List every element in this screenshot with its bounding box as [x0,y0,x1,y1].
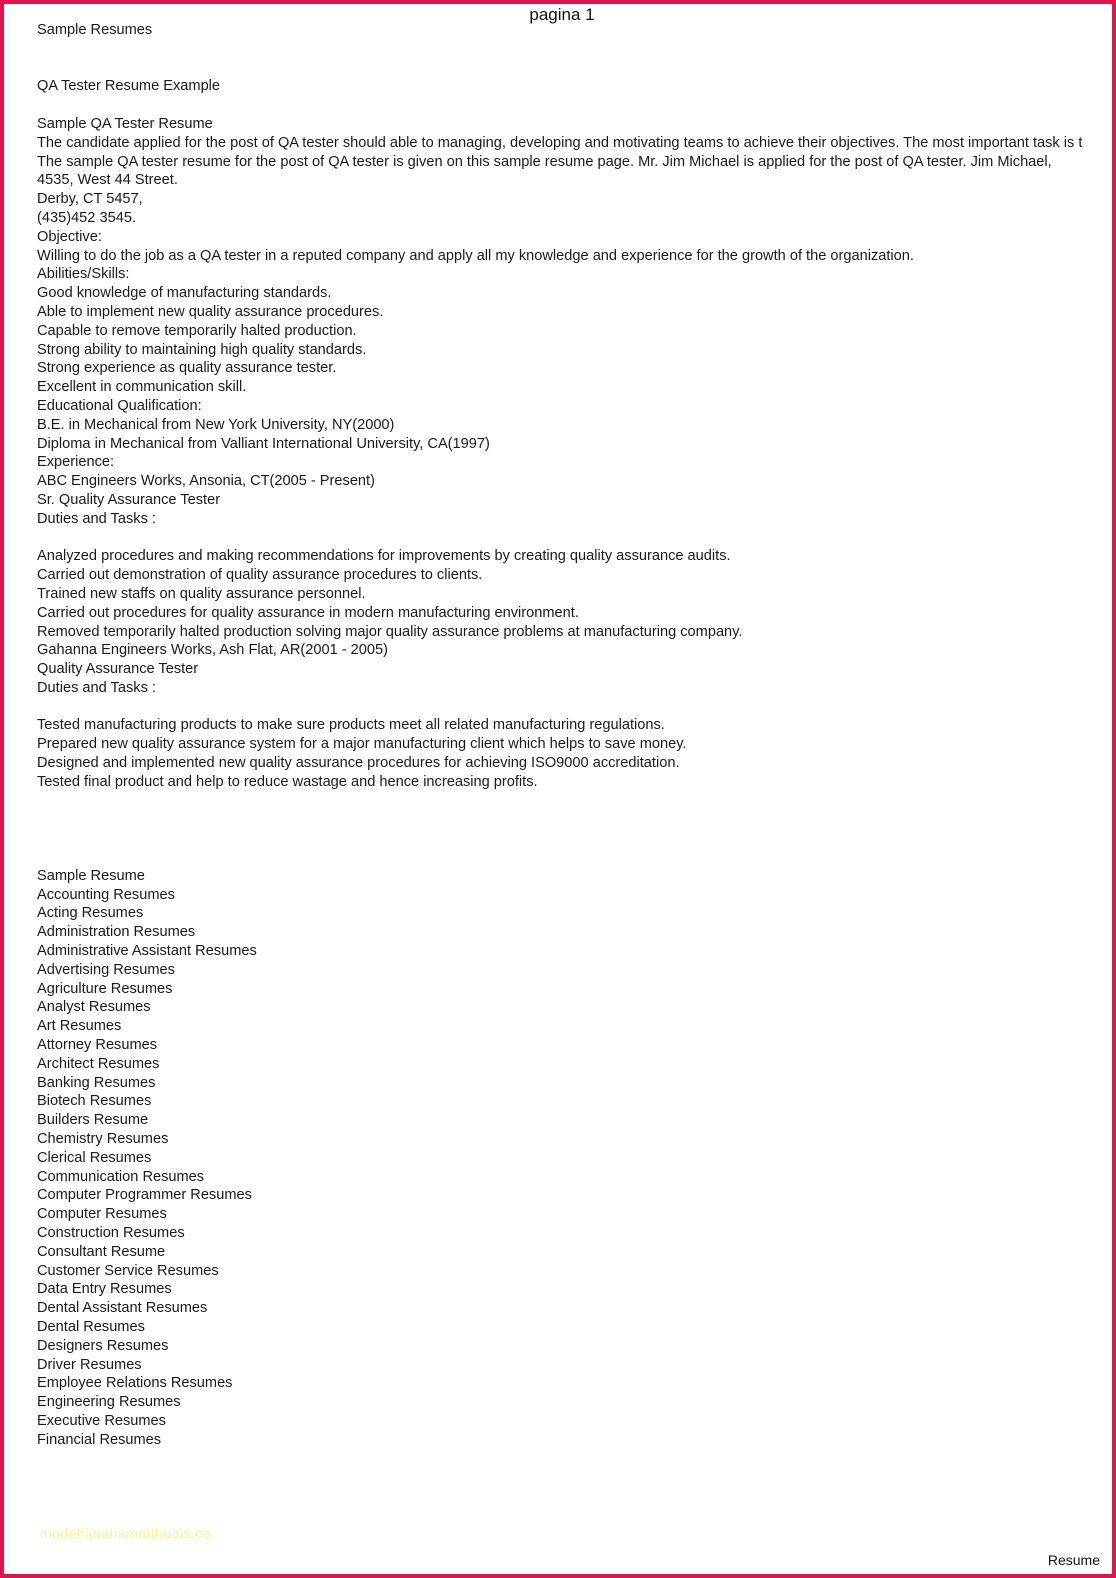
duty-item: Carried out procedures for quality assurance in modern manufacturing environment. [37,604,579,621]
category-link[interactable]: Attorney Resumes [37,1037,158,1054]
job-company: ABC Engineers Works, Ansonia, CT(2005 - Present) [37,473,375,490]
category-link[interactable]: Biotech Resumes [37,1093,152,1110]
category-link[interactable]: Agriculture Resumes [37,980,173,997]
spacer [37,698,1112,717]
duty-item: Removed temporarily halted production solving major quality assurance problems at manufacturing company. [37,623,743,640]
spacer [37,810,1112,829]
category-link[interactable]: Employee Relations Resumes [37,1375,233,1392]
address-line: Derby, CT 5457, [37,191,143,208]
resume-subtitle: Sample QA Tester Resume [37,115,213,132]
duty-item: Designed and implemented new quality assurance procedures for achieving ISO9000 accreditation. [37,755,680,772]
intro-line: The candidate applied for the post of QA tester should able to managing, developing and motivating teams to achieve their objectives. The most important task is t [37,134,1083,151]
objective-text: Willing to do the job as a QA tester in a reputed company and apply all my knowledge and experience for the growth of the organization. [37,247,914,264]
skill-item: Capable to remove temporarily halted production. [37,322,357,339]
category-link[interactable]: Acting Resumes [37,905,144,922]
duty-item: Carried out demonstration of quality assurance procedures to clients. [37,567,483,584]
category-link[interactable]: Art Resumes [37,1018,122,1035]
footer-label: Resume [1047,1552,1100,1568]
category-link[interactable]: Chemistry Resumes [37,1131,169,1148]
category-link[interactable]: Dental Assistant Resumes [37,1300,208,1317]
spacer [37,96,1112,115]
duty-item: Tested manufacturing products to make sure products meet all related manufacturing regulations. [37,717,665,734]
category-link[interactable]: Consultant Resume [37,1243,166,1260]
category-link[interactable]: Administration Resumes [37,924,196,941]
duty-item: Trained new staffs on quality assurance personnel. [37,585,366,602]
phone-line: (435)452 3545. [37,209,136,226]
duties-heading: Duties and Tasks : [37,510,156,527]
page-title: QA Tester Resume Example [37,78,221,95]
duty-item: Prepared new quality assurance system for a major manufacturing client which helps to save money. [37,736,687,753]
category-link[interactable]: Analyst Resumes [37,999,151,1016]
category-link[interactable]: Banking Resumes [37,1074,156,1091]
category-link[interactable]: Data Entry Resumes [37,1281,172,1298]
skill-item: Able to implement new quality assurance procedures. [37,303,384,320]
spacer [37,848,1112,867]
category-link[interactable]: Financial Resumes [37,1431,162,1448]
spacer [37,40,1112,59]
intro-line: The sample QA tester resume for the post of QA tester is given on this sample resume page. Mr. Jim Michael is applied for the post of QA tester. Jim Michael, [37,153,1052,170]
category-link[interactable]: Customer Service Resumes [37,1262,219,1279]
duties-heading: Duties and Tasks : [37,679,156,696]
objective-heading: Objective: [37,228,102,245]
education-item: Diploma in Mechanical from Valliant International University, CA(1997) [37,435,490,452]
category-link[interactable]: Communication Resumes [37,1168,205,1185]
category-link[interactable]: Sample Resume [37,867,145,884]
watermark: modelrijnahammthuais.co [40,1525,212,1541]
spacer [37,529,1112,548]
skill-item: Strong experience as quality assurance tester. [37,360,337,377]
duty-item: Tested final product and help to reduce wastage and hence increasing profits. [37,773,538,790]
category-link[interactable]: Dental Resumes [37,1318,145,1335]
category-link[interactable]: Advertising Resumes [37,961,175,978]
site-title: Sample Resumes [37,22,153,38]
education-item: B.E. in Mechanical from New York University, NY(2000) [37,416,395,433]
category-link[interactable]: Driver Resumes [37,1356,142,1373]
job-role: Quality Assurance Tester [37,661,199,678]
category-link[interactable]: Architect Resumes [37,1055,160,1072]
spacer [37,59,1112,78]
category-link[interactable]: Builders Resume [37,1112,149,1129]
skill-item: Good knowledge of manufacturing standards. [37,285,332,302]
spacer [37,792,1112,811]
category-link[interactable]: Accounting Resumes [37,886,175,903]
category-link[interactable]: Engineering Resumes [37,1394,181,1411]
resume-content [37,21,1112,1450]
category-link[interactable]: Executive Resumes [37,1412,166,1429]
category-link[interactable]: Administrative Assistant Resumes [37,943,257,960]
category-link[interactable]: Designers Resumes [37,1337,169,1354]
skills-heading: Abilities/Skills: [37,266,130,283]
job-role: Sr. Quality Assurance Tester [37,491,221,508]
category-link[interactable]: Clerical Resumes [37,1149,152,1166]
spacer [37,829,1112,848]
skill-item: Strong ability to maintaining high quality standards. [37,341,367,358]
skill-item: Excellent in communication skill. [37,379,247,396]
education-heading: Educational Qualification: [37,397,202,414]
category-link[interactable]: Construction Resumes [37,1225,185,1241]
job-company: Gahanna Engineers Works, Ash Flat, AR(2001 - 2005) [37,642,388,659]
experience-heading: Experience: [37,454,115,471]
category-link[interactable]: Computer Resumes [37,1206,167,1223]
duty-item: Analyzed procedures and making recommendations for improvements by creating quality assurance audits. [37,548,731,565]
page-number: pagina 1 [529,5,595,24]
category-link[interactable]: Computer Programmer Resumes [37,1187,252,1204]
category-list [37,867,1112,1450]
address-line: 4535, West 44 Street. [37,172,178,189]
